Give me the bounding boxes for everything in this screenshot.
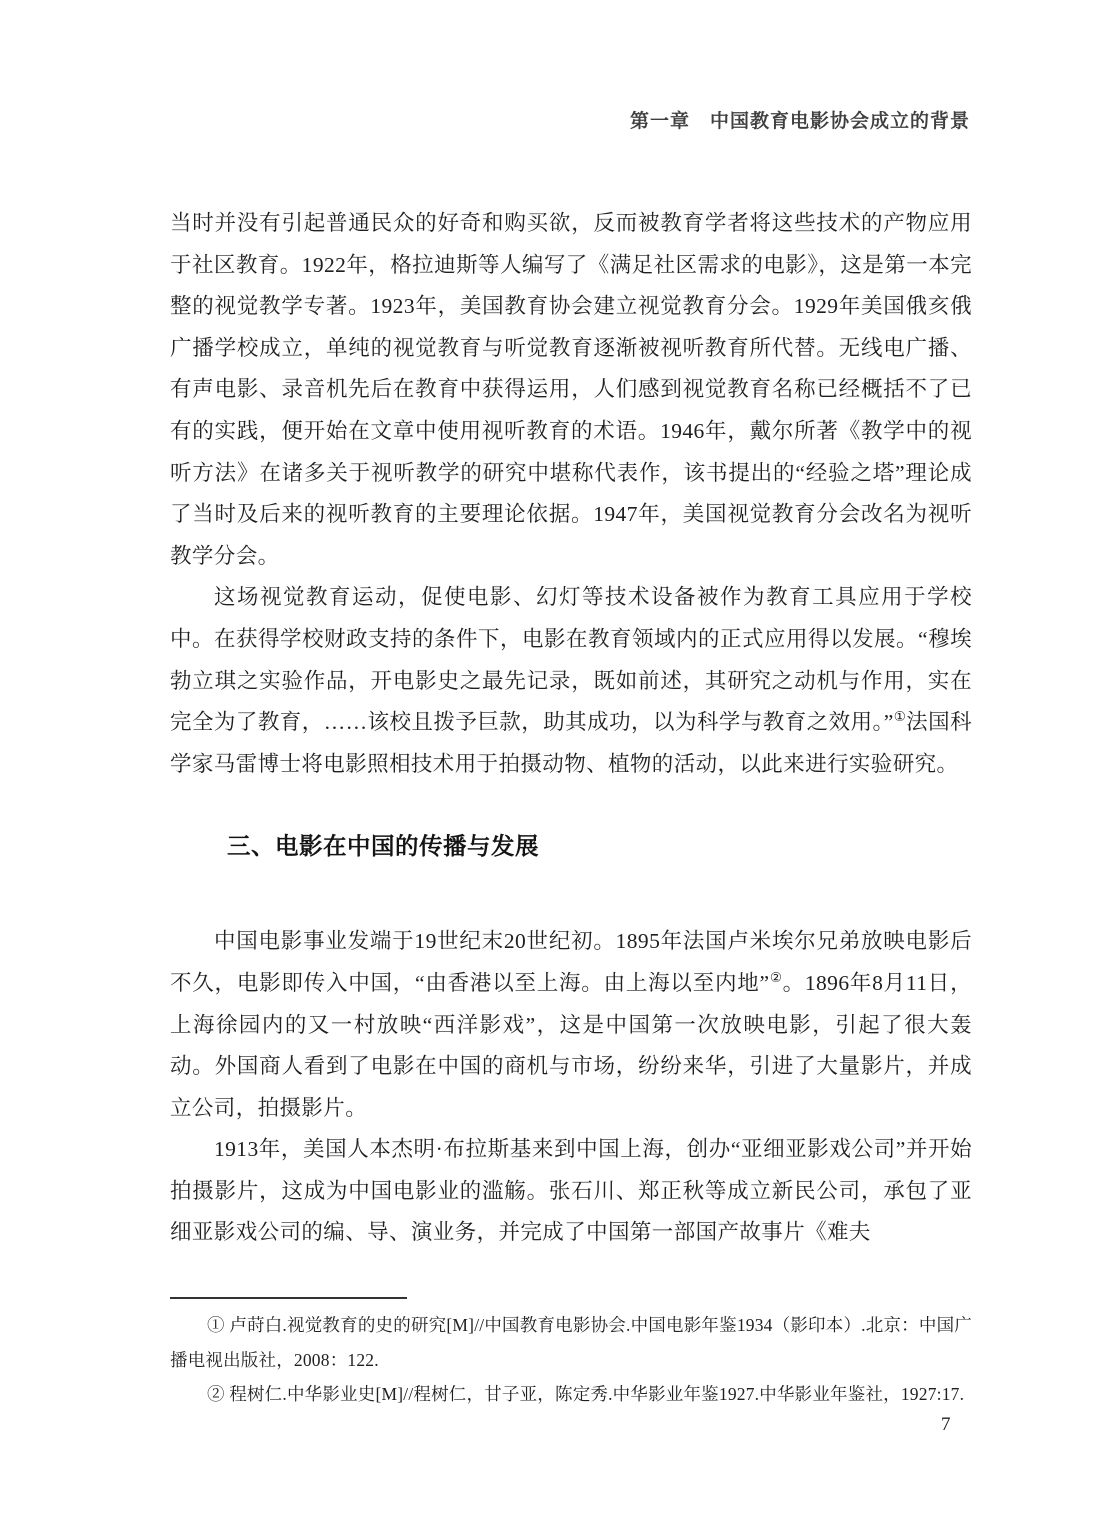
footnotes-section [170,1297,972,1412]
page-number: 7 [941,1414,951,1435]
footnote-2 [170,1377,972,1412]
paragraph-2-text: 这场视觉教育运动，促使电影、幻灯等技术设备被作为教育工具应用于学校中。在获得学校财政支持的条件下，电影在教育领域内的正式应用得以发展。“穆埃勃立琪之实验作品，开电影史之最先记录，既如前述，其研究之动机与作用，实在完全为了教育，……该校且拨予巨款，助其成功，以为科学与教育之效用。” [170,585,972,735]
paragraph-3-text: 中国电影事业发端于19世纪末20世纪初。1895年法国卢米埃尔兄弟放映电影后不久，电影即传入中国，“由香港以至上海。由上海以至内地” [170,929,972,995]
paragraph-china-film-origin [170,921,972,1129]
footnote-1-text: 卢莳白.视觉教育的史的研究[M]//中国教育电影协会.中国电影年鉴1934（影印本）.北京：中国广播电视出版社，2008：122. [170,1315,973,1370]
paragraph-3-text-continued: 。1896年8月11日，上海徐园内的又一村放映“西洋影戏”，这是中国第一次放映电影，引起了很大轰动。外国商人看到了电影在中国的商机与市场，纷纷来华，引进了大量影片，并成立公司，拍摄影片。 [170,970,972,1120]
paragraph-visual-education: 当时并没有引起普通民众的好奇和购买欲，反而被教育学者将这些技术的产物应用于社区教育。1922年，格拉迪斯等人编写了《满足社区需求的电影》，这是第一本完整的视觉教学专著。1923年，美国教育协会建立视觉教育分会。1929年美国俄亥俄广播学校成立，单纯的视觉教育与听觉教育逐渐被视听教育所代替。无线电广播、有声电影、录音机先后在教育中获得运用，人们感到视觉教育名称已经概括不了已有的实践，便开始在文章中使用视听教育的术语。1946年，戴尔所著《教学中的视听方法》在诸多关于视听教学的研究中堪称代表作，该书提出的“经验之塔”理论成了当时及后来的视听教育的主要理论依据。1947年，美国视觉教育分会改名为视听教学分会。 [170,211,972,568]
section-heading: 三、电影在中国的传播与发展 [227,833,539,860]
footnote-reference-2: ② [769,969,783,985]
footnote-2-text: 程树仁.中华影业史[M]//程树仁，甘子亚，陈定秀.中华影业年鉴1927.中华影业年鉴社，1927:17. [229,1384,965,1405]
footnote-reference-1: ① [893,708,907,724]
footnote-2-marker: ② [207,1384,225,1405]
paragraph-visual-education-movement [170,577,972,785]
footnote-1-marker: ① [207,1315,225,1335]
page-content [170,203,972,1254]
paragraph-1913-asia-film: 1913年，美国人本杰明·布拉斯基来到中国上海，创办“亚细亚影戏公司”并开始拍摄影片，这成为中国电影业的滥觞。张石川、郑正秋等成立新民公司，承包了亚细亚影戏公司的编、导、演业务，并完成了中国第一部国产故事片《难夫 [170,1137,972,1245]
footnote-1 [170,1308,972,1377]
running-header: 第一章 中国教育电影协会成立的背景 [629,111,970,132]
paragraph-2-text-continued: 法国科学家马雷博士将电影照相技术用于拍摄动物、植物的活动，以此来进行实验研究。 [170,710,972,776]
footnote-separator-rule [170,1297,407,1299]
